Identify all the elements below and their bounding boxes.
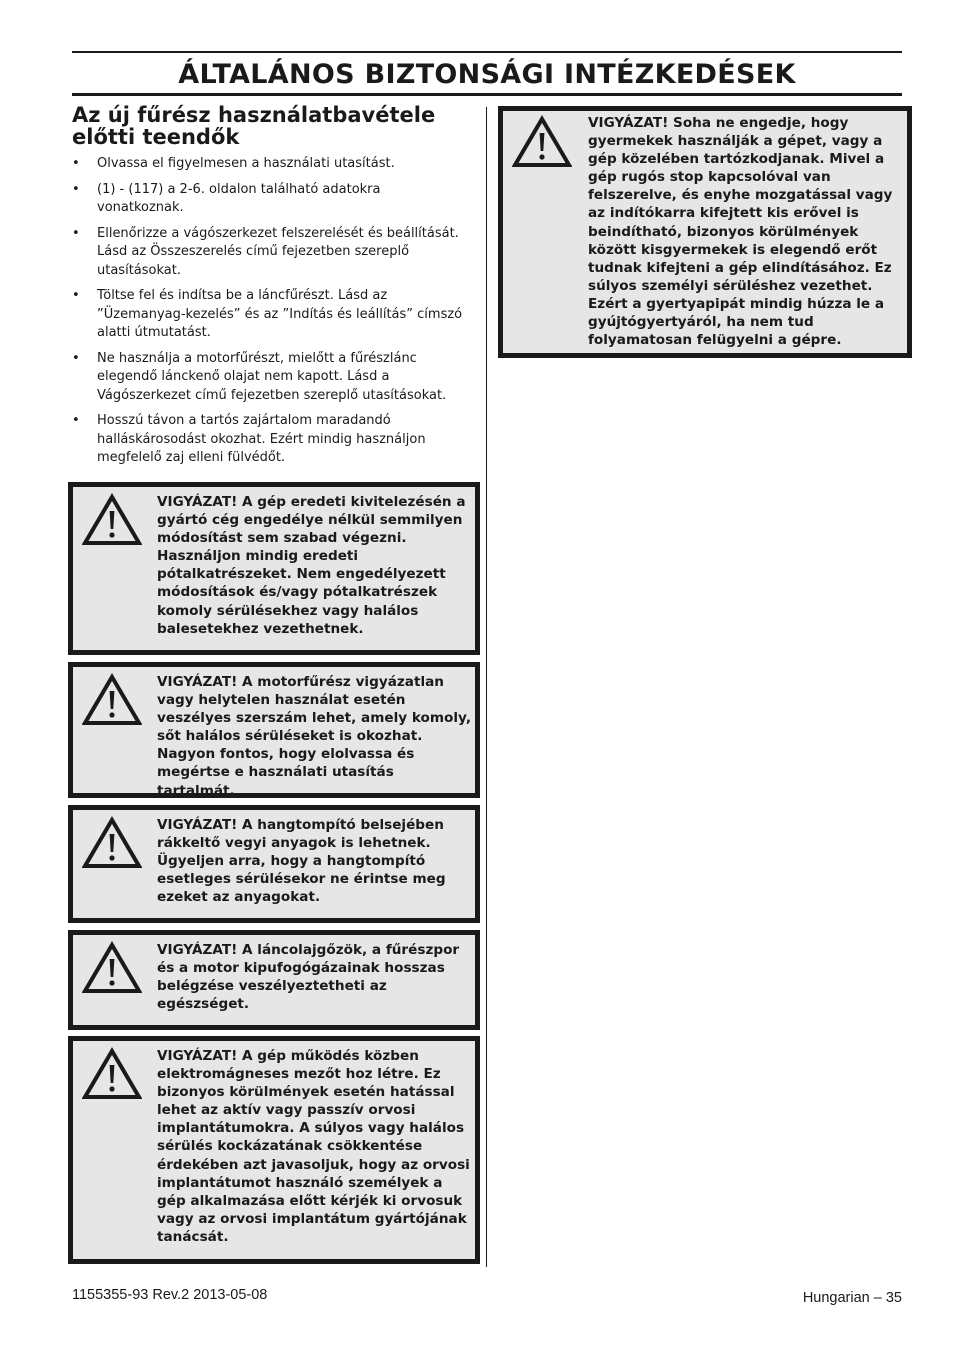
warning-triangle-icon: [82, 493, 142, 547]
section-heading: Az új fűrész használatbavétele előtti teendők: [72, 103, 436, 149]
warning-box-modification: [68, 482, 480, 655]
title-rule: [72, 93, 902, 96]
list-item: [72, 350, 470, 406]
warning-box-muffler: [68, 805, 480, 923]
list-item-text: (1) - (117) a 2-6. oldalon található adatokra vonatkoznak.: [97, 181, 381, 215]
list-item-text: Ne használja a motorfűrészt, mielőtt a fűrészlánc elegendő lánckenő olajat nem kapott. Lásd a Vágószerkezet című fejezetben szereplő utasításokat.: [97, 350, 447, 403]
warning-triangle-icon: [82, 816, 142, 870]
bullet-marker: •: [72, 350, 80, 366]
list-item-text: Töltse fel és indítsa be a láncfűrészt. Lásd az ”Üzemanyag-kezelés” és az ”Indítás és leállítás” címszó alatti útmutatást.: [97, 288, 463, 340]
warning-triangle-icon: [82, 1047, 142, 1101]
list-item-text: Olvassa el figyelmesen a használati utasítást.: [97, 156, 395, 171]
footer-page-label: Hungarian – 35: [802, 1290, 902, 1306]
list-item: [72, 181, 470, 218]
warning-triangle-icon: [82, 673, 142, 727]
bullet-marker: •: [72, 288, 80, 303]
bullet-marker: •: [72, 181, 80, 197]
list-item: [72, 287, 470, 343]
bullet-marker: •: [72, 156, 80, 171]
warning-text: VIGYÁZAT! Soha ne engedje, hogy gyermekek használják a gépet, vagy a gép közelében tartózkodjanak. Mivel a gép rugós stop kapcsolóval van felszerelve, és enyhe mozgatással vagy az indítókarra kifejtett kis erővel is beindítható, bizonyos körülmények között kisgyermekek is elegendő erőt tudnak kifejteni a gép elindításához. Ez súlyos személyi sérüléshez vezethet. Ezért a gyertyapipát mindig húzza le a gyújtógyertyáról, ha nem tud folyamatosan felügyelni a gépre.: [588, 115, 893, 349]
list-item: [72, 412, 470, 468]
warning-text: VIGYÁZAT! A hangtompító belsejében rákkeltő vegyi anyagok is lehetnek. Ügyeljen arra, hogy a hangtompító esetleges sérülésekor ne érintse meg ezeket az anyagokat.: [157, 817, 446, 906]
bullet-marker: •: [72, 413, 80, 428]
warning-box-inner: [73, 935, 475, 1025]
page-title: ÁLTALÁNOS BIZTONSÁGI INTÉZKEDÉSEK: [178, 59, 796, 90]
warning-box-inner: [73, 810, 475, 918]
list-item-text: Ellenőrizze a vágószerkezet felszerelését és beállítását. Lásd az Összeszerelés című fejezetben szereplő utasításokat.: [97, 225, 459, 278]
warning-text: VIGYÁZAT! A motorfűrész vigyázatlan vagy helytelen használat esetén veszélyes szerszám lehet, amely komoly, sőt halálos sérüléseket is okozhat. Nagyon fontos, hogy elolvassa és megértse e használati utasítás tartalmát.: [157, 674, 471, 799]
warning-text: VIGYÁZAT! A láncolajgőzök, a fűrészpor és a motor kipufogógázainak hosszas belégzése veszélyeztetheti az egészséget.: [157, 942, 460, 1013]
warning-triangle-icon: [512, 115, 572, 169]
list-item-text: Hosszú távon a tartós zajártalom maradandó halláskárosodást okozhat. Ezért mindig használjon megfelelő zaj elleni fülvédőt.: [97, 413, 426, 465]
warning-box-inner: [73, 487, 475, 650]
top-rule: [72, 51, 902, 53]
warning-box-fumes: [68, 930, 480, 1030]
warning-text: VIGYÁZAT! A gép eredeti kivitelezésén a gyártó cég engedélye nélkül semmilyen módosítást sem szabad végezni. Használjon mindig eredeti pótalkatrészeket. Nem engedélyezett módosítások és/vagy pótalkatrészek komoly sérülésekhez vagy halálos balesetekhez vezethetnek.: [157, 494, 466, 637]
warning-box-children: [498, 106, 912, 358]
list-item: [72, 155, 470, 174]
footer-doc-id: 1155355-93 Rev.2 2013-05-08: [72, 1287, 268, 1303]
warning-box-careless-use: [68, 662, 480, 798]
warning-text: VIGYÁZAT! A gép működés közben elektromágneses mezőt hoz létre. Ez bizonyos körülmények esetén hatással lehet az aktív vagy passzív orvosi implantátumokra. A súlyos vagy halálos sérülés kockázatának csökkentése érdekében azt javasoljuk, hogy az orvosi implantátumot használó személyek a gép alkalmazása előtt kérjék ki orvosuk vagy az orvosi implantátum gyártójának tanácsát.: [157, 1048, 470, 1245]
warning-box-electromagnetic: [68, 1036, 480, 1264]
warning-box-inner: [73, 667, 475, 799]
list-item: [72, 225, 470, 281]
column-divider: [486, 107, 487, 1267]
warning-box-inner: [503, 111, 907, 353]
bullet-marker: •: [72, 225, 80, 241]
warning-triangle-icon: [82, 941, 142, 995]
warning-box-inner: [73, 1041, 475, 1259]
instruction-list: [72, 155, 470, 475]
